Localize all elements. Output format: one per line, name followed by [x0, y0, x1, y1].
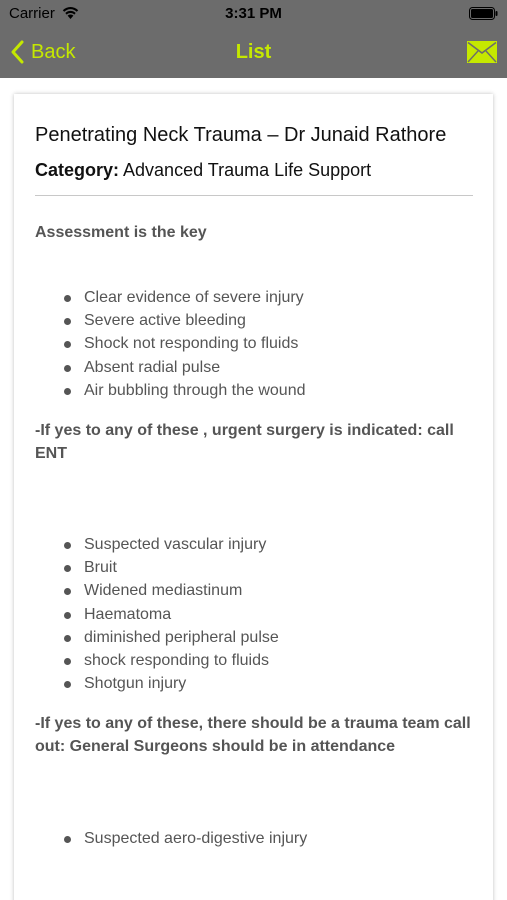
battery-icon: [469, 7, 498, 20]
list-item: shock responding to fluids: [35, 649, 472, 672]
back-button-label: Back: [31, 40, 76, 63]
category-line: [35, 160, 472, 181]
list-item: Suspected vascular injury: [35, 533, 472, 556]
urgent-findings-list: [35, 533, 472, 695]
list-item: Air bubbling through the wound: [35, 379, 472, 402]
list-item: Absent radial pulse: [35, 356, 472, 379]
section-heading-trauma-team: -If yes to any of these, there should be a trauma team call out: General Surgeons should be in attendance: [35, 715, 471, 756]
list-item: Shotgun injury: [35, 672, 472, 695]
list-item: Haematoma: [35, 603, 472, 626]
section-heading-urgent-surgery: -If yes to any of these , urgent surgery is indicated: call ENT: [35, 422, 454, 463]
list-item: Widened mediastinum: [35, 579, 472, 602]
list-item: Severe active bleeding: [35, 309, 472, 332]
list-item: diminished peripheral pulse: [35, 626, 472, 649]
content-area[interactable]: [0, 78, 507, 900]
divider: [35, 195, 473, 196]
article-title: Penetrating Neck Trauma – Dr Junaid Rathore: [35, 124, 447, 146]
section-heading-assessment: Assessment is the key: [35, 224, 207, 241]
category-label: Category:: [35, 160, 120, 180]
list-item: Clear evidence of severe injury: [35, 286, 472, 309]
navigation-bar: [0, 28, 507, 78]
chevron-left-icon: [10, 40, 24, 64]
article-card: [14, 94, 493, 900]
list-item: Suspected aero-digestive injury: [35, 827, 472, 850]
status-bar: [0, 0, 507, 28]
category-value: Advanced Trauma Life Support: [123, 160, 372, 180]
nav-title: List: [235, 41, 272, 63]
aero-digestive-list: [35, 827, 472, 850]
carrier-label: Carrier: [9, 5, 55, 22]
mail-icon[interactable]: [467, 41, 497, 63]
back-button[interactable]: [10, 37, 75, 67]
list-item: Shock not responding to fluids: [35, 332, 472, 355]
assessment-list: [35, 286, 472, 402]
status-time: 3:31 PM: [225, 5, 282, 22]
list-item: Bruit: [35, 556, 472, 579]
